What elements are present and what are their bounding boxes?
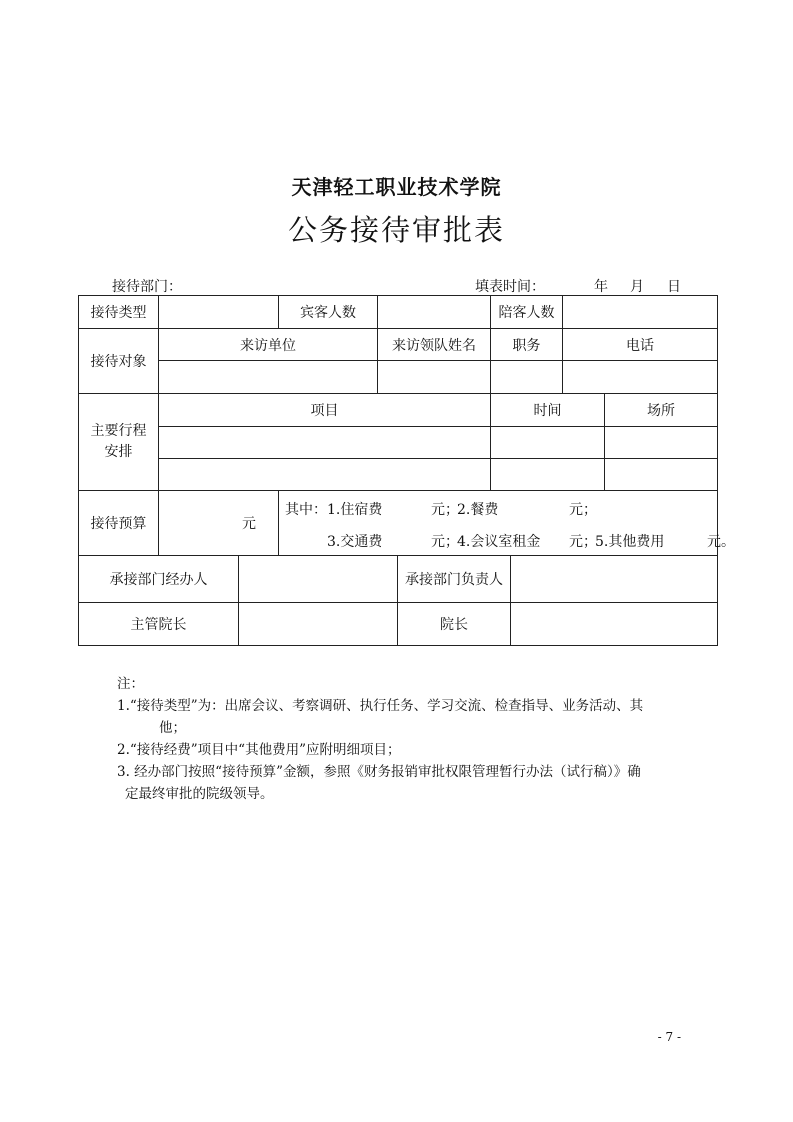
accompany-count-label: 陪客人数 — [491, 296, 563, 329]
phone-header: 电话 — [563, 329, 718, 361]
itinerary-label — [79, 394, 159, 491]
other-fee-label: 5.其他费用 — [595, 534, 665, 550]
budget-label: 接待预算 — [79, 491, 159, 556]
meal-fee-label: 2.餐费 — [457, 502, 499, 518]
budget-breakdown-line-1 — [279, 491, 717, 523]
meeting-room-fee-unit: 元； — [569, 534, 597, 550]
itinerary-time-field[interactable] — [491, 459, 605, 491]
itinerary-header-row — [79, 394, 718, 427]
note-3: 3. 经办部门按照“接待预算”金额，参照《财务报销审批权限管理暂行办法（试行稿）》确 — [117, 764, 641, 780]
accompany-count-field[interactable] — [563, 296, 718, 329]
guest-count-label: 宾客人数 — [279, 296, 378, 329]
president-field[interactable] — [511, 603, 718, 646]
president-label: 院长 — [398, 603, 511, 646]
page-number: - 7 - — [657, 1030, 681, 1044]
note-3-continued: 定最终审批的院级领导。 — [125, 786, 274, 802]
leader-name-field[interactable] — [378, 361, 491, 394]
itinerary-place-field[interactable] — [605, 459, 718, 491]
note-2: 2.“接待经费”项目中“其他费用”应附明细项目； — [117, 742, 401, 758]
position-field[interactable] — [491, 361, 563, 394]
guest-count-field[interactable] — [378, 296, 491, 329]
reception-target-header-row — [79, 329, 718, 361]
budget-breakdown-prefix: 其中： — [285, 502, 327, 518]
budget-total-field[interactable] — [159, 491, 279, 556]
reception-dept-label: 接待部门： — [112, 279, 182, 295]
notes-section — [117, 673, 697, 805]
time-header: 时间 — [491, 394, 605, 427]
itinerary-label-text: 主要行程安排 — [90, 423, 147, 460]
budget-yuan: 元 — [242, 516, 256, 532]
dept-handler-field[interactable] — [239, 556, 398, 603]
handler-row — [79, 556, 718, 603]
reception-type-row — [79, 296, 718, 329]
visitor-unit-header: 来访单位 — [159, 329, 378, 361]
note-1-continued: 他； — [159, 720, 186, 736]
place-header: 场所 — [605, 394, 718, 427]
leader-name-header: 来访领队姓名 — [378, 329, 491, 361]
vice-president-field[interactable] — [239, 603, 398, 646]
budget-breakdown — [279, 491, 735, 556]
dept-head-label: 承接部门负责人 — [398, 556, 511, 603]
lodging-fee-unit: 元； — [431, 502, 459, 518]
reception-target-label: 接待对象 — [79, 329, 159, 394]
itinerary-place-field[interactable] — [605, 427, 718, 459]
dept-head-field[interactable] — [511, 556, 718, 603]
leader-approval-row — [79, 603, 718, 646]
itinerary-item-field[interactable] — [159, 459, 491, 491]
reception-type-field[interactable] — [159, 296, 279, 329]
itinerary-row — [79, 427, 718, 459]
reception-target-data-row — [79, 361, 718, 394]
meal-fee-unit: 元； — [569, 502, 597, 518]
phone-field[interactable] — [563, 361, 718, 394]
institution-name: 天津轻工职业技术学院 — [291, 175, 502, 199]
note-1: 1.“接待类型”为：出席会议、考察调研、执行任务、学习交流、检查指导、业务活动、其 — [117, 698, 644, 714]
meeting-room-fee-label: 4.会议室租金 — [457, 534, 541, 550]
year-label: 年 — [594, 279, 608, 295]
budget-breakdown-line-2 — [279, 523, 735, 555]
vice-president-label: 主管院长 — [79, 603, 239, 646]
item-header: 项目 — [159, 394, 491, 427]
day-label: 日 — [667, 279, 681, 295]
transport-fee-label: 3.交通费 — [327, 534, 383, 550]
form-title: 公务接待审批表 — [287, 213, 505, 247]
month-label: 月 — [630, 279, 644, 295]
transport-fee-unit: 元； — [431, 534, 459, 550]
dept-handler-label: 承接部门经办人 — [79, 556, 239, 603]
approval-table — [78, 295, 735, 646]
other-fee-unit: 元。 — [707, 534, 735, 550]
visitor-unit-field[interactable] — [159, 361, 378, 394]
fill-date-label: 填表时间： — [475, 279, 545, 295]
itinerary-row — [79, 459, 718, 491]
position-header: 职务 — [491, 329, 563, 361]
lodging-fee-label: 1.住宿费 — [327, 502, 383, 518]
budget-row — [79, 491, 718, 556]
reception-type-label: 接待类型 — [79, 296, 159, 329]
notes-heading: 注： — [117, 676, 144, 692]
itinerary-time-field[interactable] — [491, 427, 605, 459]
itinerary-item-field[interactable] — [159, 427, 491, 459]
